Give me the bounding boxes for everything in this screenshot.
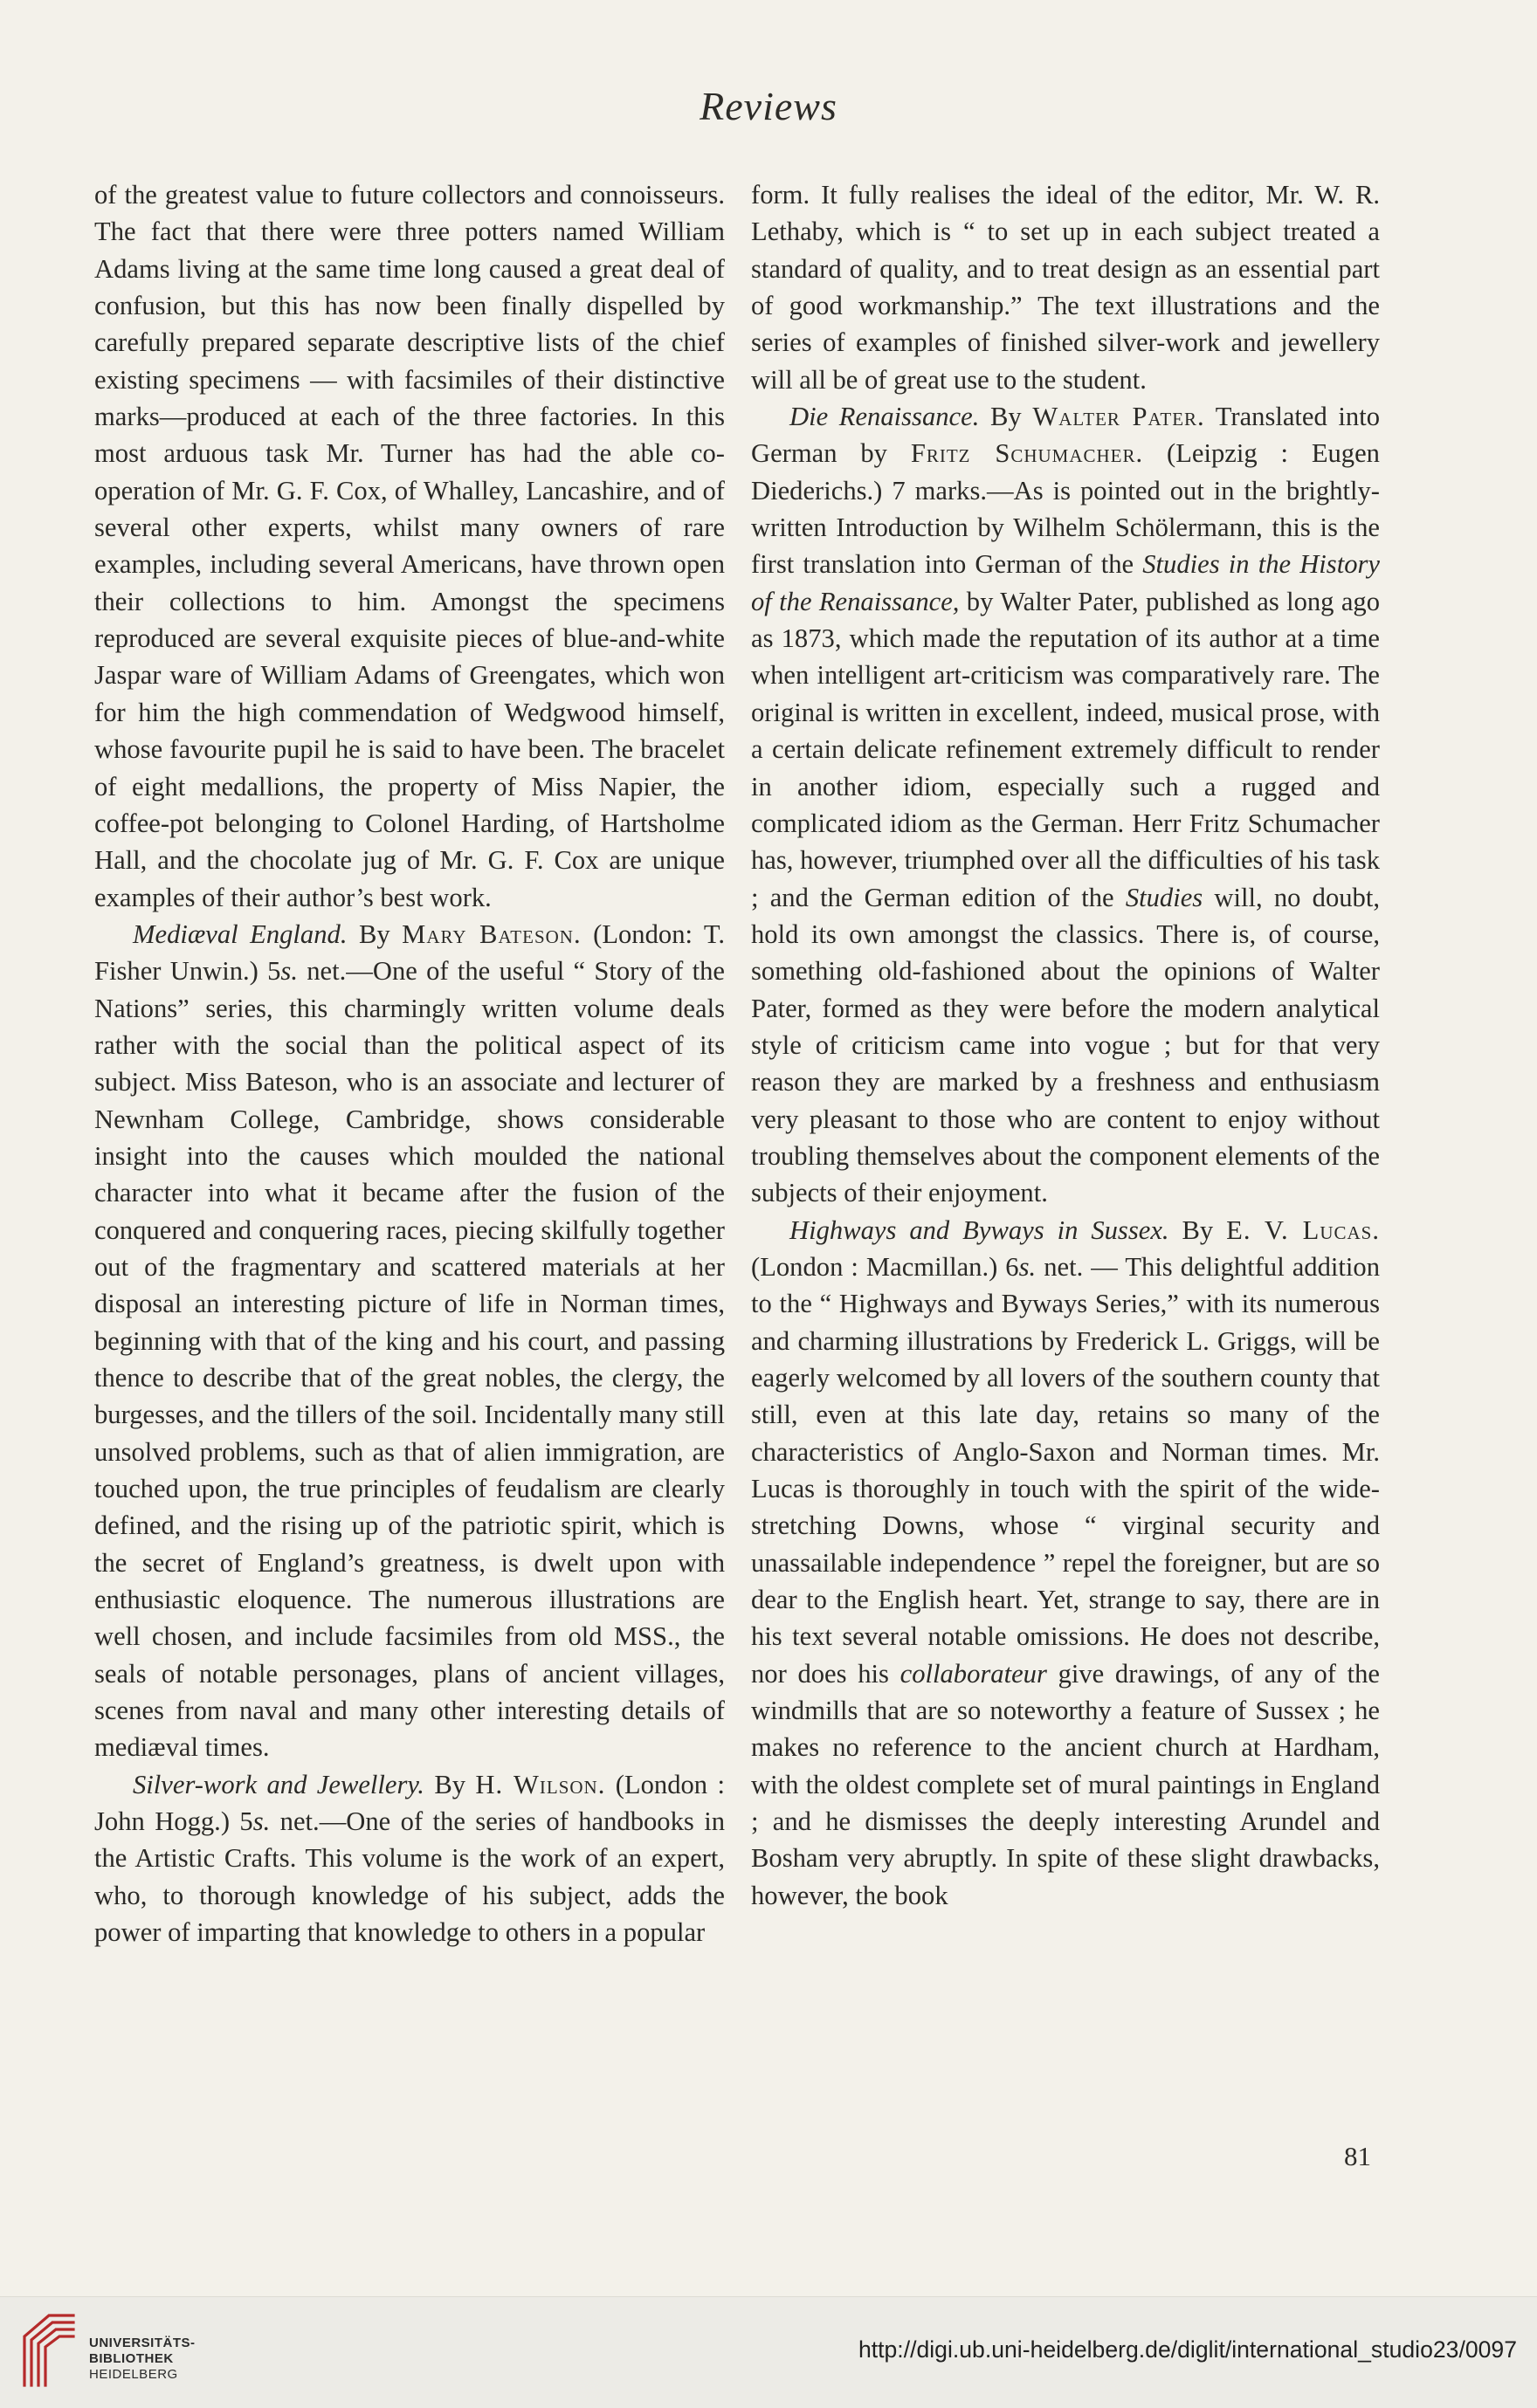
book-title: Studies	[1125, 882, 1203, 912]
text-run: (London : Macmillan.) 6	[751, 1251, 1019, 1282]
book-title: Die Renaissance.	[789, 402, 980, 432]
paragraph-text: form. It fully realises the ideal of the editor, Mr. W. R. Lethaby, which is “ to set up in each subject treated a standard of quality, and to treat design as an essential part of good workmanship.” The text illustrations and the series of examples of finished silver-work and jewellery will all be of great use to the student.	[751, 180, 1380, 395]
left-column	[94, 176, 725, 1951]
currency-unit: s.	[252, 1806, 271, 1837]
review-paragraph	[751, 1212, 1380, 1915]
text-run: give drawings, of any of the windmills that are so noteworthy a feature of Sussex ; he makes no reference to the ancient church at Hardham, with the oldest complete set of mural paintings in England ; and he dismisses the deeply interesting Arundel and Bosham very abruptly. In spite of these slight drawbacks, however, the book	[751, 1658, 1380, 1910]
text-run: net. — This delightful addition to the “ Highways and Byways Series,” with its numerous and charming illustrations by Frederick L. Griggs, will be eagerly welcomed by all lovers of the southern county that still, even at this late day, retains so many of the characteristics of Anglo-Saxon and Norman times. Mr. Lucas is thoroughly in touch with the spirit of the wide-stretching Downs, whose “ virginal security and unassailable independence ” repel the foreigner, but are so dear to the English heart. Yet, strange to say, there are in his text several notable omissions. He does not describe, nor does his	[751, 1251, 1380, 1689]
text-run: by Walter Pater, published as long ago as 1873, which made the reputation of its author at a time when intelligent art-criticism was comparatively rare. The original is written in excellent, indeed, musical prose, with a certain delicate refinement extremely difficult to render in another idiom, especially such a rugged and complicated idiom as the German. Herr Fritz Schumacher has, however, triumphed over all the difficulties of his task ; and the German edition of the	[751, 586, 1381, 912]
page-number: 81	[1344, 2141, 1371, 2171]
review-paragraph	[751, 176, 1380, 398]
book-title: Highways and Byways in Sussex.	[789, 1214, 1169, 1245]
currency-unit: s.	[1018, 1251, 1037, 1282]
paragraph-text: of the greatest value to future collectors and connoisseurs. The fact that there were three potters named William Adams living at the same time long caused a great deal of confusion, but this has now been finally dispelled by carefully prepared separate descriptive lists of the chief existing specimens — with facsimiles of their distinctive marks—produced at each of the three factories. In this most arduous task Mr. Turner has had the able co-operation of Mr. G. F. Cox, of Whalley, Lancashire, and of several other experts, whilst many owners of rare examples, including several Americans, have thrown open their collections to him. Amongst the specimens reproduced are several exquisite pieces of blue-and-white Jaspar ware of William Adams of Greengates, which won for him the high commendation of Wedgwood himself, whose favourite pupil he is said to have been. The bracelet of eight medallions, the property of Miss Napier, the coffee-pot belonging to Colonel Harding, of Hartsholme Hall, and the chocolate jug of Mr. G. F. Cox are unique examples of their author’s best work.	[94, 180, 725, 912]
text-run: (London: T. Fisher Unwin.) 5	[94, 918, 725, 987]
text-run: Translated into German by	[751, 402, 1381, 469]
library-logo-icon	[19, 2307, 80, 2392]
author-name: Walter Pater.	[1032, 402, 1205, 432]
source-url-link[interactable]: http://digi.ub.uni-heidelberg.de/diglit/international_studio23/0097	[858, 2336, 1517, 2363]
text-run: will, no doubt, hold its own amongst the classics. There is, of course, something old-fashioned about the opinions of Walter Pater, formed as they were before the modern analytical style of criticism came into vogue ; but for that very reason they are marked by a freshness and enthusiasm very pleasant to those who are content to enjoy without troubling themselves about the component elements of the subjects of their enjoyment.	[751, 882, 1380, 1208]
right-column	[751, 176, 1380, 1914]
library-name-line: UNIVERSITÄTS-	[89, 2336, 196, 2350]
running-header: Reviews	[700, 84, 837, 128]
text-run: By	[979, 402, 1033, 432]
translator-name: Fritz Schumacher.	[910, 438, 1144, 469]
review-paragraph	[94, 916, 725, 1766]
text-run: (Leipzig : Eugen Diederichs.) 7 marks.—As is pointed out in the brightly-written Introduction by Wilhelm Schölermann, this is the first translation into German of the	[751, 438, 1380, 580]
foreign-term: collaborateur	[899, 1658, 1047, 1689]
text-run: By	[347, 918, 403, 949]
text-run: By	[1168, 1214, 1227, 1245]
book-title: Silver-work and Jewellery.	[133, 1769, 424, 1799]
book-title: Studies in the History of the Renaissance,	[751, 549, 1380, 616]
author-name: Mary Bateson.	[402, 918, 582, 949]
author-name: H. Wilson.	[475, 1769, 606, 1799]
library-name-line: HEIDELBERG	[89, 2367, 178, 2382]
review-paragraph	[94, 176, 725, 916]
text-run: By	[424, 1769, 476, 1799]
text-run: net.—One of the series of handbooks in the Artistic Crafts. This volume is the work of an expert, who, to thorough knowledge of his subject, adds the power of imparting that knowledge to others in a popular	[94, 1806, 725, 1948]
library-name-line: BIBLIOTHEK	[89, 2351, 174, 2366]
currency-unit: s.	[280, 956, 298, 987]
text-run: net.—One of the useful “ Story of the Nations” series, this charmingly written volume deals rather with the social than the political aspect of its subject. Miss Bateson, who is an associate and lecturer of Newnham College, Cambridge, shows considerable insight into the causes which moulded the national character into what it became after the fusion of the conquered and conquering races, piecing skilfully together out of the fragmentary and scattered materials at her disposal an interesting picture of life in Norman times, beginning with that of the king and his court, and passing thence to describe that of the great nobles, the clergy, the burgesses, and the tillers of the soil. Incidentally many still unsolved problems, such as that of alien immigration, are touched upon, the true principles of feudalism are clearly defined, and the rising up of the patriotic spirit, which is the secret of England’s greatness, is dwelt upon with enthusiastic eloquence. The numerous illustrations are well chosen, and include facsimiles from old MSS., the seals of notable personages, plans of ancient villages, scenes from naval and many other interesting details of mediæval times.	[94, 956, 725, 1763]
book-title: Mediæval England.	[133, 918, 348, 949]
review-paragraph	[94, 1766, 725, 1951]
text-run: (London : John Hogg.) 5	[94, 1769, 725, 1837]
review-paragraph	[751, 398, 1380, 1212]
author-name: E. V. Lucas.	[1226, 1214, 1380, 1245]
library-name	[89, 2336, 196, 2383]
